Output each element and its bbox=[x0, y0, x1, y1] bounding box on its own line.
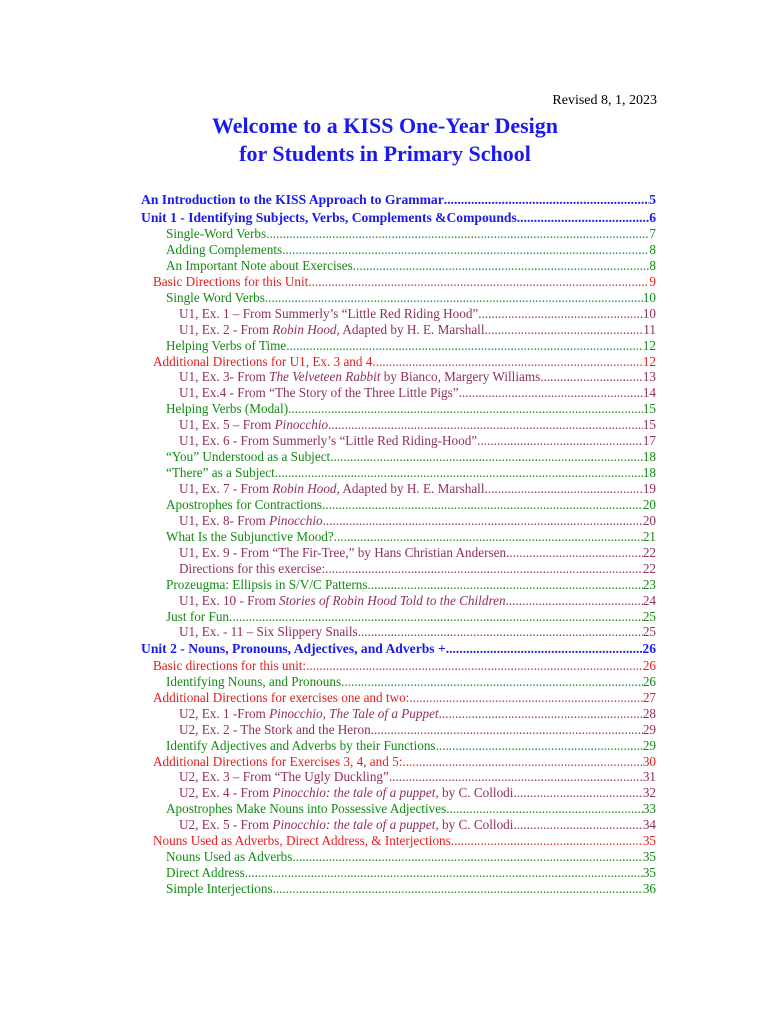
toc-entry-label-text: Just for Fun bbox=[166, 608, 230, 624]
toc-entry[interactable] bbox=[141, 242, 656, 258]
toc-page-number: 19 bbox=[642, 481, 656, 496]
toc-entry[interactable] bbox=[141, 191, 656, 209]
toc-entry-label bbox=[166, 609, 229, 625]
toc-entry-label bbox=[166, 738, 436, 754]
toc-leader-dots bbox=[444, 191, 649, 209]
toc-entry[interactable] bbox=[141, 881, 656, 897]
toc-entry-label bbox=[166, 801, 446, 817]
toc-entry-label bbox=[179, 769, 389, 785]
toc-entry[interactable] bbox=[141, 817, 656, 833]
toc-leader-dots bbox=[323, 513, 643, 529]
toc-entry-label-text: An Introduction to the KISS Approach to Grammar bbox=[141, 192, 444, 207]
toc-page-number: 24 bbox=[642, 592, 656, 608]
toc-entry-label bbox=[166, 577, 367, 593]
toc-entry-label-text: Basic Directions for this Unit bbox=[153, 273, 309, 289]
toc-entry-italic-title: The Velveteen Rabbit bbox=[269, 369, 381, 385]
toc-page-number: 8 bbox=[649, 257, 656, 273]
toc-leader-dots bbox=[265, 290, 643, 306]
toc-entry-label-text: Single-Word Verbs bbox=[166, 226, 267, 241]
toc-entry-label-text: U1, Ex.4 - From “The Story of the Three Little Pigs” bbox=[179, 385, 459, 401]
toc-leader-dots bbox=[409, 690, 642, 706]
toc-entry[interactable] bbox=[141, 865, 656, 881]
toc-leader-dots bbox=[446, 801, 643, 817]
toc-entry-label-text: Unit 2 - Nouns, Pronouns, Adjectives, and Adverbs + bbox=[141, 641, 446, 657]
toc-page-number: 35 bbox=[642, 849, 656, 865]
toc-entry-label-text: Identifying Nouns, and Pronouns bbox=[166, 673, 342, 689]
toc-entry-label bbox=[179, 417, 328, 433]
toc-entry[interactable] bbox=[141, 593, 656, 609]
toc-entry-label-suffix: Adapted by H. E. Marshall bbox=[339, 481, 485, 496]
toc-leader-dots bbox=[292, 849, 642, 865]
toc-entry-label-text: Additional Directions for exercises one and two: bbox=[153, 689, 410, 705]
toc-leader-dots bbox=[506, 545, 643, 561]
toc-entry-label bbox=[153, 833, 451, 849]
toc-entry[interactable] bbox=[141, 258, 656, 274]
toc-entry-italic-title: Pinocchio: the tale of a puppet, bbox=[272, 785, 439, 801]
toc-entry[interactable] bbox=[141, 354, 656, 370]
toc-page-number: 6 bbox=[649, 209, 656, 225]
toc-leader-dots bbox=[288, 401, 643, 417]
toc-entry-italic-title: Pinocchio: the tale of a puppet, bbox=[272, 817, 439, 833]
toc-entry-label-text: Helping Verbs of Time bbox=[166, 337, 287, 353]
toc-entry[interactable] bbox=[141, 690, 656, 706]
toc-entry-label bbox=[166, 226, 266, 242]
toc-entry[interactable] bbox=[141, 769, 656, 785]
toc-leader-dots bbox=[273, 881, 643, 897]
toc-entry-label bbox=[166, 849, 292, 865]
toc-entry-label bbox=[166, 465, 275, 481]
toc-entry-italic-title: Pinocchio bbox=[269, 512, 323, 528]
toc-leader-dots bbox=[229, 609, 643, 625]
toc-entry-label-text: Helping Verbs (Modal) bbox=[166, 401, 289, 417]
toc-entry[interactable] bbox=[141, 209, 656, 227]
toc-entry-label-text: Nouns Used as Adverbs, Direct Address, & Interjections bbox=[153, 833, 451, 849]
toc-entry-label-text: Apostrophes Make Nouns into Possessive Adjectives bbox=[166, 801, 447, 817]
toc-entry[interactable] bbox=[141, 658, 656, 674]
toc-entry-label bbox=[153, 658, 306, 674]
toc-page-number: 14 bbox=[642, 385, 656, 401]
toc-entry-label-text: Unit 1 - Identifying Subjects, Verbs, Complements &Compounds bbox=[141, 209, 517, 225]
toc-leader-dots bbox=[513, 817, 642, 833]
toc-entry[interactable] bbox=[141, 322, 656, 338]
toc-leader-dots bbox=[341, 674, 643, 690]
toc-entry-label-text: Simple Interjections bbox=[166, 881, 273, 896]
toc-page-number: 23 bbox=[642, 576, 656, 592]
toc-entry-label bbox=[166, 401, 288, 417]
toc-entry-label bbox=[141, 209, 517, 227]
toc-entry-label bbox=[166, 497, 322, 513]
toc-page-number: 34 bbox=[642, 817, 656, 833]
toc-leader-dots bbox=[485, 481, 643, 497]
toc-leader-dots bbox=[275, 465, 643, 481]
toc-leader-dots bbox=[477, 433, 643, 449]
toc-page-number: 35 bbox=[642, 865, 656, 881]
toc-page-number: 22 bbox=[642, 544, 656, 560]
toc-entry[interactable] bbox=[141, 465, 656, 481]
toc-entry-label-text: Basic directions for this unit: bbox=[153, 657, 307, 673]
toc-entry[interactable] bbox=[141, 754, 656, 770]
toc-entry-label-text: U1, Ex. 3- From bbox=[179, 369, 270, 385]
table-of-contents bbox=[141, 191, 656, 897]
toc-leader-dots bbox=[367, 577, 642, 593]
toc-entry-label bbox=[179, 593, 506, 609]
toc-entry[interactable] bbox=[141, 706, 656, 722]
toc-entry-label bbox=[166, 881, 273, 897]
toc-entry-label-text: U1, Ex. 5 – From bbox=[179, 417, 275, 433]
toc-entry[interactable] bbox=[141, 674, 656, 690]
toc-leader-dots bbox=[325, 561, 643, 577]
toc-entry-label bbox=[179, 561, 325, 577]
toc-leader-dots bbox=[286, 338, 643, 354]
toc-leader-dots bbox=[371, 722, 643, 738]
toc-page-number: 9 bbox=[649, 273, 656, 289]
toc-page-number: 26 bbox=[642, 657, 656, 673]
toc-page-number: 21 bbox=[642, 528, 656, 544]
page-title-line-1: Welcome to a KISS One-Year Design bbox=[211, 113, 559, 138]
toc-entry-label-text: Additional Directions for U1, Ex. 3 and 4 bbox=[153, 353, 373, 369]
toc-entry-label-text: “There” as a Subject bbox=[166, 465, 275, 481]
toc-entry-label-text: Apostrophes for Contractions bbox=[166, 496, 323, 512]
toc-entry[interactable] bbox=[141, 338, 656, 354]
toc-entry-label-text: U2, Ex. 1 -From bbox=[179, 705, 270, 721]
toc-entry[interactable] bbox=[141, 738, 656, 754]
toc-page-number: 25 bbox=[642, 608, 656, 624]
toc-entry-label-text: Adding Complements bbox=[166, 241, 283, 257]
toc-entry-label-text: What Is the Subjunctive Mood? bbox=[166, 528, 334, 544]
toc-entry-label-suffix: by C. Collodi bbox=[438, 817, 514, 833]
toc-page-number: 7 bbox=[649, 226, 656, 241]
toc-entry[interactable] bbox=[141, 513, 656, 529]
toc-entry-label-text: U1, Ex. 7 - From bbox=[179, 481, 273, 496]
toc-entry-label bbox=[179, 481, 485, 497]
toc-page-number: 20 bbox=[642, 512, 656, 528]
toc-entry-label bbox=[179, 306, 478, 322]
toc-leader-dots bbox=[328, 417, 643, 433]
toc-entry[interactable] bbox=[141, 529, 656, 545]
revision-date: Revised 8, 1, 2023 bbox=[552, 93, 657, 108]
toc-entry-label-suffix: by Bianco, Margery Williams bbox=[380, 369, 541, 385]
toc-entry[interactable] bbox=[141, 609, 656, 625]
toc-leader-dots bbox=[506, 593, 643, 609]
toc-entry-label-text: U1, Ex. 10 - From bbox=[179, 592, 280, 608]
toc-entry[interactable] bbox=[141, 722, 656, 738]
toc-entry-label bbox=[153, 754, 402, 770]
toc-entry-label-suffix: by C. Collodi bbox=[438, 785, 514, 801]
toc-entry-label bbox=[166, 865, 245, 881]
toc-page-number: 11 bbox=[643, 321, 656, 337]
toc-page-number: 33 bbox=[642, 801, 656, 817]
toc-entry-label bbox=[141, 191, 444, 209]
toc-leader-dots bbox=[540, 369, 643, 385]
toc-entry-label-text: U1, Ex. 2 - From bbox=[179, 321, 273, 337]
toc-entry[interactable] bbox=[141, 561, 656, 577]
toc-page-number: 17 bbox=[642, 433, 656, 449]
toc-entry-label bbox=[153, 354, 372, 370]
toc-leader-dots bbox=[322, 497, 643, 513]
toc-entry-label bbox=[179, 817, 513, 833]
toc-leader-dots bbox=[353, 258, 650, 274]
toc-entry-label bbox=[179, 722, 371, 738]
toc-entry[interactable] bbox=[141, 369, 656, 385]
toc-leader-dots bbox=[436, 738, 643, 754]
toc-leader-dots bbox=[306, 658, 643, 674]
toc-entry-label-suffix: Adapted by H. E. Marshall bbox=[339, 321, 485, 337]
toc-entry[interactable] bbox=[141, 624, 656, 640]
toc-entry-italic-title: Stories of Robin Hood Told to the Children bbox=[279, 592, 506, 608]
toc-entry[interactable] bbox=[141, 401, 656, 417]
toc-entry[interactable] bbox=[141, 449, 656, 465]
toc-entry[interactable] bbox=[141, 785, 656, 801]
toc-entry-label bbox=[166, 674, 341, 690]
toc-entry[interactable] bbox=[141, 833, 656, 849]
toc-entry-label-text: Identify Adjectives and Adverbs by their Functions bbox=[166, 737, 436, 753]
toc-leader-dots bbox=[266, 226, 649, 242]
toc-page-number: 15 bbox=[642, 401, 656, 417]
toc-entry-label bbox=[166, 529, 334, 545]
toc-leader-dots bbox=[389, 769, 643, 785]
toc-entry[interactable] bbox=[141, 385, 656, 401]
toc-entry-label bbox=[179, 785, 513, 801]
toc-entry-label bbox=[179, 433, 477, 449]
toc-entry-label bbox=[166, 242, 282, 258]
toc-entry-label-text: U2, Ex. 5 - From bbox=[179, 817, 273, 833]
toc-entry-label-text: U2, Ex. 2 - The Stork and the Heron bbox=[179, 721, 371, 737]
toc-page-number: 10 bbox=[642, 305, 656, 321]
toc-page-number: 12 bbox=[642, 353, 656, 369]
toc-entry[interactable] bbox=[141, 417, 656, 433]
toc-entry-label-text: U1, Ex. 8- From bbox=[179, 512, 270, 528]
toc-entry-label-text: Direct Address bbox=[166, 865, 245, 881]
toc-leader-dots bbox=[439, 706, 643, 722]
toc-page-number: 29 bbox=[642, 721, 656, 737]
toc-entry[interactable] bbox=[141, 481, 656, 497]
toc-entry-label-text: Nouns Used as Adverbs bbox=[166, 849, 293, 865]
toc-entry-label-text: U1, Ex. 9 - From “The Fir-Tree,” by Hans Christian Andersen bbox=[179, 544, 507, 560]
toc-page-number: 5 bbox=[649, 192, 656, 207]
toc-entry-label bbox=[153, 274, 308, 290]
toc-entry-label-text: U1, Ex. 1 – From Summerly’s “Little Red Riding Hood” bbox=[179, 305, 479, 321]
toc-leader-dots bbox=[517, 209, 649, 227]
toc-page-number: 8 bbox=[649, 241, 656, 257]
toc-page-number: 26 bbox=[642, 641, 656, 657]
toc-page-number: 35 bbox=[642, 833, 656, 849]
toc-entry-label bbox=[179, 369, 540, 385]
toc-entry[interactable] bbox=[141, 577, 656, 593]
toc-leader-dots bbox=[308, 274, 649, 290]
toc-leader-dots bbox=[282, 242, 649, 258]
toc-entry[interactable] bbox=[141, 497, 656, 513]
toc-entry[interactable] bbox=[141, 306, 656, 322]
toc-entry-label bbox=[179, 545, 506, 561]
toc-entry-label bbox=[153, 690, 409, 706]
toc-entry[interactable] bbox=[141, 433, 656, 449]
toc-entry-label-text: U1, Ex. - 11 – Six Slippery Snails bbox=[179, 624, 358, 640]
toc-leader-dots bbox=[358, 624, 643, 640]
toc-page-number: 31 bbox=[642, 769, 656, 785]
toc-entry[interactable] bbox=[141, 226, 656, 242]
toc-entry-italic-title: Robin Hood, bbox=[272, 321, 340, 337]
toc-page-number: 10 bbox=[642, 289, 656, 305]
toc-entry[interactable] bbox=[141, 545, 656, 561]
toc-entry-italic-title: Robin Hood, bbox=[272, 481, 340, 496]
toc-page-number: 27 bbox=[642, 689, 656, 705]
toc-leader-dots bbox=[334, 529, 643, 545]
toc-page-number: 25 bbox=[642, 624, 656, 640]
toc-leader-dots bbox=[451, 833, 643, 849]
toc-page-number: 18 bbox=[642, 449, 656, 465]
toc-page-number: 13 bbox=[642, 369, 656, 385]
toc-entry[interactable] bbox=[141, 801, 656, 817]
toc-entry[interactable] bbox=[141, 290, 656, 306]
toc-entry-label bbox=[166, 338, 286, 354]
toc-leader-dots bbox=[459, 385, 643, 401]
toc-entry-label bbox=[179, 385, 459, 401]
toc-entry-label-text: Single Word Verbs bbox=[166, 289, 265, 305]
toc-entry-label bbox=[166, 290, 265, 306]
toc-entry-label-text: U2, Ex. 3 – From “The Ugly Duckling” bbox=[179, 769, 389, 785]
toc-page-number: 29 bbox=[642, 737, 656, 753]
toc-page-number: 36 bbox=[642, 881, 656, 896]
toc-page-number: 22 bbox=[642, 560, 656, 576]
toc-leader-dots bbox=[372, 354, 642, 370]
toc-entry-label bbox=[166, 449, 330, 465]
toc-page-number: 12 bbox=[642, 337, 656, 353]
toc-page-number: 32 bbox=[642, 785, 656, 801]
toc-entry-italic-title: Pinocchio bbox=[274, 417, 329, 433]
toc-leader-dots bbox=[485, 322, 644, 338]
toc-entry-label bbox=[179, 624, 358, 640]
toc-entry-label bbox=[179, 706, 439, 722]
toc-entry[interactable] bbox=[141, 274, 656, 290]
toc-page-number: 28 bbox=[642, 705, 656, 721]
toc-leader-dots bbox=[513, 785, 642, 801]
toc-entry-label-text: An Important Note about Exercises bbox=[166, 257, 353, 273]
toc-entry[interactable] bbox=[141, 640, 656, 658]
toc-leader-dots bbox=[330, 449, 643, 465]
toc-page-number: 15 bbox=[642, 417, 656, 433]
toc-entry-italic-title: Pinocchio, The Tale of a Puppet bbox=[269, 705, 439, 721]
toc-page-number: 20 bbox=[642, 496, 656, 512]
toc-entry-label-text: “You” Understood as a Subject bbox=[166, 449, 331, 465]
toc-leader-dots bbox=[245, 865, 643, 881]
toc-entry[interactable] bbox=[141, 849, 656, 865]
toc-leader-dots bbox=[478, 306, 643, 322]
toc-entry-label bbox=[179, 513, 323, 529]
toc-entry-label-text: Prozeugma: Ellipsis in S/V/C Patterns bbox=[166, 576, 368, 592]
toc-leader-dots bbox=[402, 754, 642, 770]
toc-leader-dots bbox=[446, 640, 643, 658]
page-title-line-2: for Students in Primary School bbox=[239, 141, 531, 166]
toc-page-number: 30 bbox=[642, 753, 656, 769]
toc-page-number: 18 bbox=[642, 465, 656, 481]
toc-entry-label bbox=[179, 322, 485, 338]
toc-entry-label-text: Additional Directions for Exercises 3, 4, and 5: bbox=[153, 753, 403, 769]
toc-entry-label bbox=[141, 640, 446, 658]
toc-entry-label-text: U2, Ex. 4 - From bbox=[179, 785, 273, 801]
toc-entry-label bbox=[166, 258, 353, 274]
toc-entry-label-text: U1, Ex. 6 - From Summerly’s “Little Red Riding-Hood” bbox=[179, 433, 478, 449]
toc-page-number: 26 bbox=[642, 673, 656, 689]
toc-entry-label-text: Directions for this exercise: bbox=[179, 560, 326, 576]
